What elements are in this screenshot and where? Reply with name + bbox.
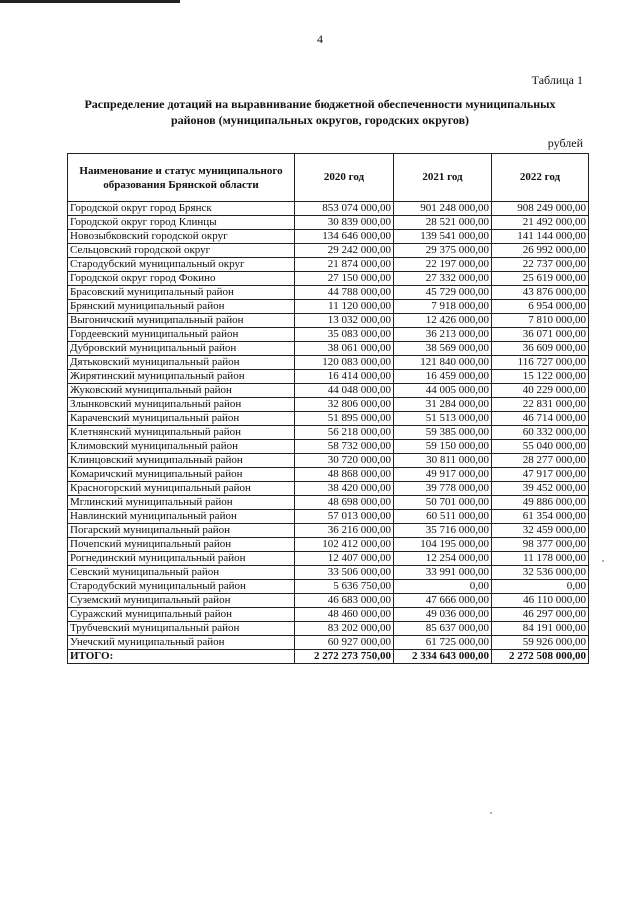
row-name: Дубровский муниципальный район	[68, 342, 295, 356]
page-number: 4	[317, 32, 323, 46]
table-row	[68, 622, 589, 636]
value-2021: 12 254 000,00	[394, 552, 492, 566]
value-2021: 16 459 000,00	[394, 370, 492, 384]
table-row	[68, 482, 589, 496]
value-2022: 43 876 000,00	[492, 286, 589, 300]
value-2022: 908 249 000,00	[492, 202, 589, 216]
value-2021: 31 284 000,00	[394, 398, 492, 412]
value-2022: 46 297 000,00	[492, 608, 589, 622]
value-2021: 139 541 000,00	[394, 230, 492, 244]
value-2021: 44 005 000,00	[394, 384, 492, 398]
table-row	[68, 580, 589, 594]
value-2021: 51 513 000,00	[394, 412, 492, 426]
value-2021: 49 917 000,00	[394, 468, 492, 482]
value-2020: 120 083 000,00	[295, 356, 394, 370]
value-2021: 33 991 000,00	[394, 566, 492, 580]
value-2020: 29 242 000,00	[295, 244, 394, 258]
value-2020: 58 732 000,00	[295, 440, 394, 454]
table-row	[68, 454, 589, 468]
row-name: Городской округ город Фокино	[68, 272, 295, 286]
value-2022: 98 377 000,00	[492, 538, 589, 552]
table-body	[68, 202, 589, 664]
table-row	[68, 314, 589, 328]
table-row	[68, 258, 589, 272]
value-2022: 40 229 000,00	[492, 384, 589, 398]
row-name: Городской округ город Клинцы	[68, 216, 295, 230]
table-row	[68, 524, 589, 538]
value-2020: 38 061 000,00	[295, 342, 394, 356]
value-2021: 35 716 000,00	[394, 524, 492, 538]
value-2020: 83 202 000,00	[295, 622, 394, 636]
value-2020: 16 414 000,00	[295, 370, 394, 384]
scan-speck	[602, 560, 604, 562]
value-2021: 30 811 000,00	[394, 454, 492, 468]
table-row	[68, 342, 589, 356]
value-2020: 13 032 000,00	[295, 314, 394, 328]
total-label: ИТОГО:	[68, 650, 295, 664]
value-2022: 55 040 000,00	[492, 440, 589, 454]
value-2021: 0,00	[394, 580, 492, 594]
table-row	[68, 300, 589, 314]
value-2022: 46 110 000,00	[492, 594, 589, 608]
row-name: Жирятинский муниципальный район	[68, 370, 295, 384]
header-name: Наименование и статус муниципального образования Брянской области	[68, 154, 295, 202]
row-name: Суземский муниципальный район	[68, 594, 295, 608]
value-2022: 25 619 000,00	[492, 272, 589, 286]
value-2022: 59 926 000,00	[492, 636, 589, 650]
value-2020: 38 420 000,00	[295, 482, 394, 496]
value-2020: 35 083 000,00	[295, 328, 394, 342]
value-2020: 48 868 000,00	[295, 468, 394, 482]
value-2021: 50 701 000,00	[394, 496, 492, 510]
row-name: Унечский муниципальный район	[68, 636, 295, 650]
row-name: Выгоничский муниципальный район	[68, 314, 295, 328]
value-2020: 56 218 000,00	[295, 426, 394, 440]
value-2020: 48 698 000,00	[295, 496, 394, 510]
row-name: Мглинский муниципальный район	[68, 496, 295, 510]
table-row	[68, 216, 589, 230]
value-2021: 39 778 000,00	[394, 482, 492, 496]
value-2021: 22 197 000,00	[394, 258, 492, 272]
value-2020: 48 460 000,00	[295, 608, 394, 622]
table-row	[68, 244, 589, 258]
value-2021: 121 840 000,00	[394, 356, 492, 370]
table-row	[68, 328, 589, 342]
row-name: Дятьковский муниципальный район	[68, 356, 295, 370]
value-2020: 36 216 000,00	[295, 524, 394, 538]
value-2021: 59 385 000,00	[394, 426, 492, 440]
row-name: Гордеевский муниципальный район	[68, 328, 295, 342]
row-name: Стародубский муниципальный район	[68, 580, 295, 594]
value-2021: 85 637 000,00	[394, 622, 492, 636]
value-2021: 901 248 000,00	[394, 202, 492, 216]
row-name: Рогнединский муниципальный район	[68, 552, 295, 566]
table-header-row	[68, 154, 589, 202]
value-2022: 36 609 000,00	[492, 342, 589, 356]
row-name: Климовский муниципальный район	[68, 440, 295, 454]
table-row	[68, 594, 589, 608]
value-2021: 28 521 000,00	[394, 216, 492, 230]
row-name: Клинцовский муниципальный район	[68, 454, 295, 468]
row-name: Почепский муниципальный район	[68, 538, 295, 552]
value-2020: 134 646 000,00	[295, 230, 394, 244]
value-2020: 51 895 000,00	[295, 412, 394, 426]
value-2021: 47 666 000,00	[394, 594, 492, 608]
value-2022: 32 536 000,00	[492, 566, 589, 580]
value-2020: 12 407 000,00	[295, 552, 394, 566]
table-row	[68, 608, 589, 622]
value-2020: 60 927 000,00	[295, 636, 394, 650]
row-name: Городской округ город Брянск	[68, 202, 295, 216]
row-name: Севский муниципальный район	[68, 566, 295, 580]
value-2021: 27 332 000,00	[394, 272, 492, 286]
value-2022: 36 071 000,00	[492, 328, 589, 342]
value-2021: 45 729 000,00	[394, 286, 492, 300]
value-2022: 26 992 000,00	[492, 244, 589, 258]
header-2022: 2022 год	[492, 154, 589, 202]
value-2020: 32 806 000,00	[295, 398, 394, 412]
value-2021: 12 426 000,00	[394, 314, 492, 328]
table-row	[68, 552, 589, 566]
header-2021: 2021 год	[394, 154, 492, 202]
value-2020: 57 013 000,00	[295, 510, 394, 524]
value-2022: 84 191 000,00	[492, 622, 589, 636]
value-2020: 33 506 000,00	[295, 566, 394, 580]
table-row	[68, 286, 589, 300]
value-2020: 853 074 000,00	[295, 202, 394, 216]
value-2021: 60 511 000,00	[394, 510, 492, 524]
value-2022: 49 886 000,00	[492, 496, 589, 510]
table-row	[68, 510, 589, 524]
value-2020: 5 636 750,00	[295, 580, 394, 594]
header-2020: 2020 год	[295, 154, 394, 202]
value-2020: 27 150 000,00	[295, 272, 394, 286]
total-2021: 2 334 643 000,00	[394, 650, 492, 664]
value-2022: 0,00	[492, 580, 589, 594]
value-2022: 47 917 000,00	[492, 468, 589, 482]
total-2022: 2 272 508 000,00	[492, 650, 589, 664]
value-2022: 21 492 000,00	[492, 216, 589, 230]
value-2022: 46 714 000,00	[492, 412, 589, 426]
table-row	[68, 636, 589, 650]
value-2021: 61 725 000,00	[394, 636, 492, 650]
value-2020: 44 048 000,00	[295, 384, 394, 398]
value-2021: 49 036 000,00	[394, 608, 492, 622]
value-2021: 7 918 000,00	[394, 300, 492, 314]
table-row	[68, 440, 589, 454]
total-2020: 2 272 273 750,00	[295, 650, 394, 664]
row-name: Клетнянский муниципальный район	[68, 426, 295, 440]
row-name: Суражский муниципальный район	[68, 608, 295, 622]
value-2020: 102 412 000,00	[295, 538, 394, 552]
value-2022: 141 144 000,00	[492, 230, 589, 244]
value-2022: 22 831 000,00	[492, 398, 589, 412]
table-row	[68, 356, 589, 370]
value-2020: 30 839 000,00	[295, 216, 394, 230]
table-row	[68, 496, 589, 510]
value-2020: 44 788 000,00	[295, 286, 394, 300]
value-2022: 60 332 000,00	[492, 426, 589, 440]
row-name: Новозыбковский городской округ	[68, 230, 295, 244]
value-2021: 38 569 000,00	[394, 342, 492, 356]
row-name: Злынковский муниципальный район	[68, 398, 295, 412]
row-name: Сельцовский городской округ	[68, 244, 295, 258]
value-2022: 7 810 000,00	[492, 314, 589, 328]
value-2020: 46 683 000,00	[295, 594, 394, 608]
table-row	[68, 230, 589, 244]
row-name: Брянский муниципальный район	[68, 300, 295, 314]
row-name: Карачевский муниципальный район	[68, 412, 295, 426]
value-2021: 59 150 000,00	[394, 440, 492, 454]
value-2022: 15 122 000,00	[492, 370, 589, 384]
table-row	[68, 566, 589, 580]
table-row	[68, 202, 589, 216]
document-title	[60, 96, 580, 128]
table-row	[68, 426, 589, 440]
row-name: Брасовский муниципальный район	[68, 286, 295, 300]
value-2021: 36 213 000,00	[394, 328, 492, 342]
table-row	[68, 398, 589, 412]
value-2022: 28 277 000,00	[492, 454, 589, 468]
table-row	[68, 468, 589, 482]
title-line-2: районов (муниципальных округов, городских округов)	[170, 113, 470, 127]
title-line-1: Распределение дотаций на выравнивание бюджетной обеспеченности муниципальных	[84, 97, 556, 111]
value-2022: 39 452 000,00	[492, 482, 589, 496]
grants-table	[67, 153, 589, 664]
row-name: Погарский муниципальный район	[68, 524, 295, 538]
value-2022: 6 954 000,00	[492, 300, 589, 314]
table-row	[68, 272, 589, 286]
value-2022: 11 178 000,00	[492, 552, 589, 566]
scan-speck	[490, 812, 492, 814]
value-2022: 116 727 000,00	[492, 356, 589, 370]
table-row	[68, 370, 589, 384]
value-2020: 30 720 000,00	[295, 454, 394, 468]
row-name: Трубчевский муниципальный район	[68, 622, 295, 636]
value-2022: 32 459 000,00	[492, 524, 589, 538]
value-2021: 29 375 000,00	[394, 244, 492, 258]
table-row	[68, 412, 589, 426]
table-row	[68, 384, 589, 398]
value-2020: 11 120 000,00	[295, 300, 394, 314]
row-name: Жуковский муниципальный район	[68, 384, 295, 398]
total-row	[68, 650, 589, 664]
row-name: Комаричский муниципальный район	[68, 468, 295, 482]
row-name: Навлинский муниципальный район	[68, 510, 295, 524]
table-label: Таблица 1	[531, 73, 583, 87]
row-name: Стародубский муниципальный округ	[68, 258, 295, 272]
value-2021: 104 195 000,00	[394, 538, 492, 552]
table-row	[68, 538, 589, 552]
unit-label: рублей	[547, 136, 583, 150]
value-2020: 21 874 000,00	[295, 258, 394, 272]
top-rule	[0, 0, 180, 3]
value-2022: 61 354 000,00	[492, 510, 589, 524]
row-name: Красногорский муниципальный район	[68, 482, 295, 496]
value-2022: 22 737 000,00	[492, 258, 589, 272]
